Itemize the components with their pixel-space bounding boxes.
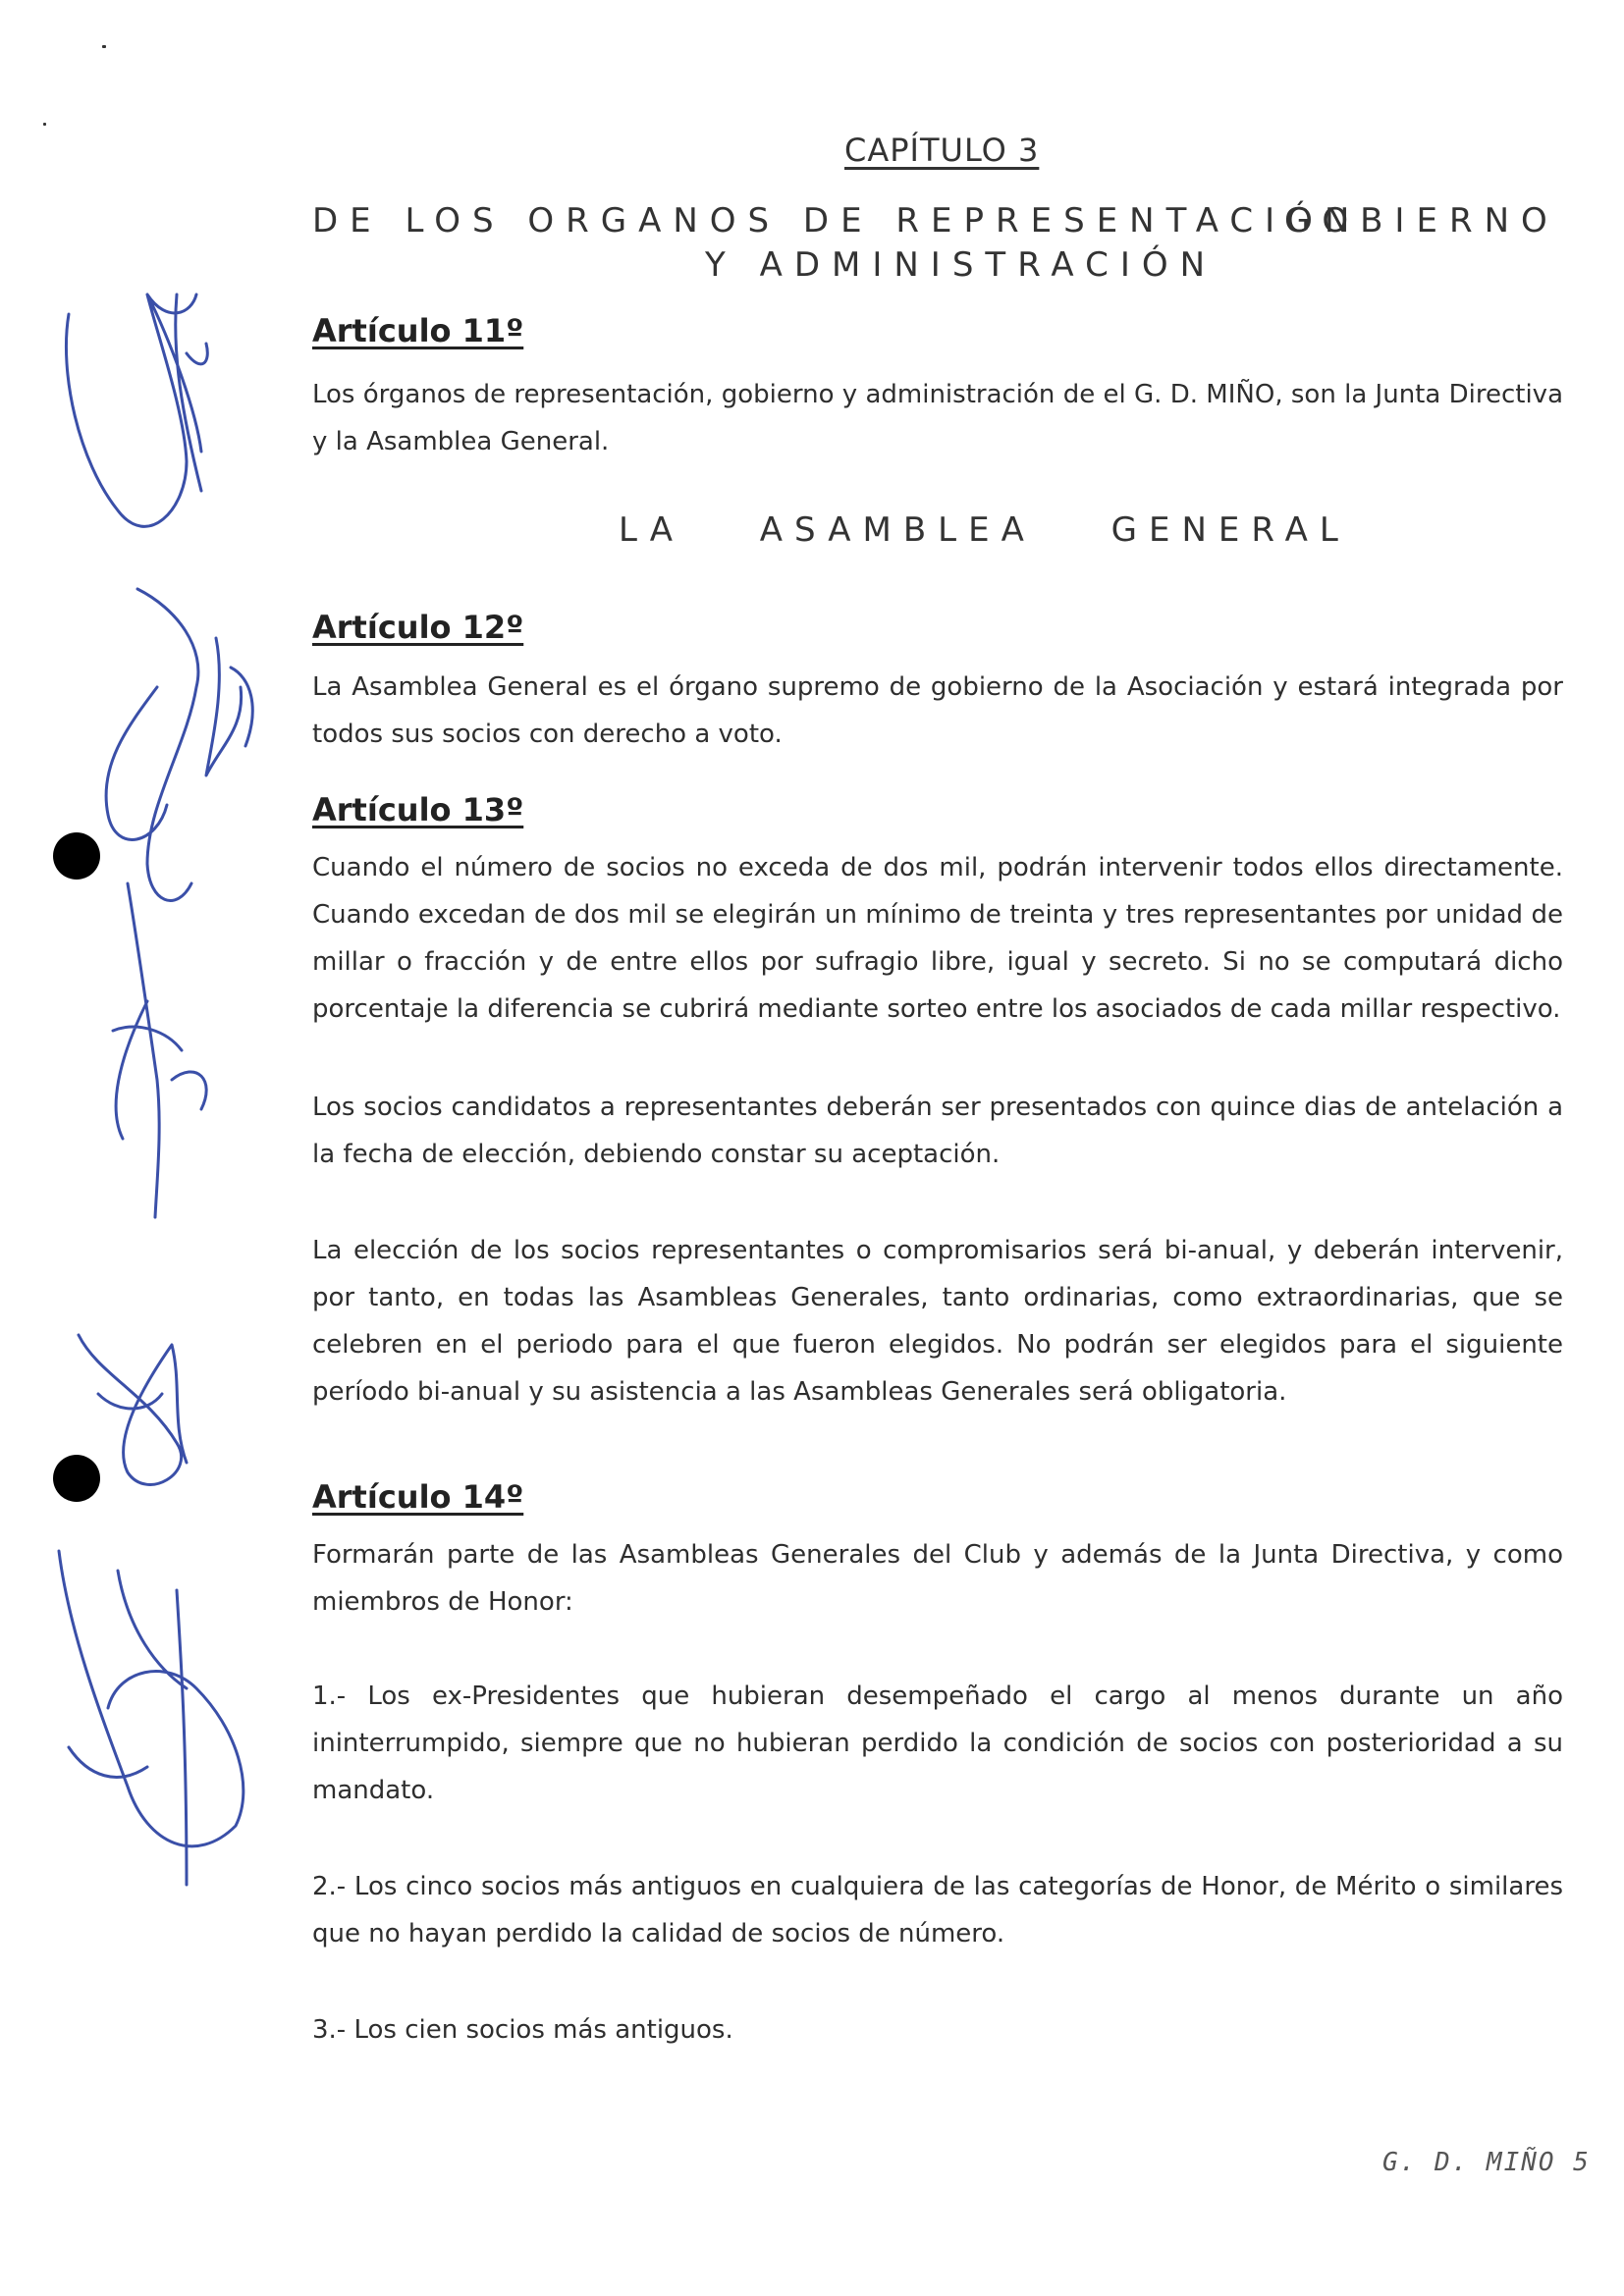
section-title: LA ASAMBLEA GENERAL (619, 510, 1350, 550)
article-14-paragraph-1: Formarán parte de las Asambleas Generales del Club y además de la Junta Directiva, y como miembros de Honor: (312, 1540, 1563, 1617)
article-14-item-2: 2.- Los cinco socios más antiguos en cualquiera de las categorías de Honor, de Mérito o similares que no hayan perdido la calidad de socios de número. (312, 1872, 1563, 1949)
chapter-title: CAPÍTULO 3 (844, 132, 1040, 169)
article-14-item-1: 1.- Los ex-Presidentes que hubieran desempeñado el cargo al menos durante un año ininterrumpido, siempre que no hubieran perdido la condición de socios con posterioridad a su mandato. (312, 1682, 1563, 1805)
heading-line-1-right: GOBIERNO (1284, 201, 1559, 240)
article-12-title: Artículo 12º (312, 609, 524, 646)
article-13-paragraph-3: La elección de los socios representantes o compromisarios será bi-anual, y deberán intervenir, por tanto, en todas las Asambleas Generales, tanto ordinarias, como extraordinarias, que se celebren en el periodo para el que fueron elegidos. No podrán ser elegidos para el siguiente período bi-anual y su asistencia a las Asambleas Generales será obligatoria. (312, 1236, 1563, 1407)
signature-5 (59, 1551, 244, 1885)
article-14-item-3: 3.- Los cien socios más antiguos. (312, 2015, 733, 2045)
article-11-title: Artículo 11º (312, 312, 524, 349)
article-13-paragraph-2: Los socios candidatos a representantes deberán ser presentados con quince dias de antelación a la fecha de elección, debiendo constar su aceptación. (312, 1093, 1563, 1169)
signature-2 (106, 589, 252, 900)
signature-1 (66, 294, 207, 526)
signature-4 (79, 1335, 187, 1484)
page-footer: G. D. MIÑO 5 (1382, 2148, 1591, 2177)
article-14-title: Artículo 14º (312, 1478, 524, 1516)
article-11-paragraph: Los órganos de representación, gobierno y administración de el G. D. MIÑO, son la Junta Directiva y la Asamblea General. (312, 380, 1563, 456)
signature-3 (113, 883, 206, 1217)
heading-line-1-left: DE LOS ORGANOS DE REPRESENTACIÓN (312, 201, 1362, 240)
margin-signatures (0, 0, 295, 2296)
article-13-title: Artículo 13º (312, 791, 524, 828)
article-12-paragraph: La Asamblea General es el órgano supremo de gobierno de la Asociación y estará integrada por todos sus socios con derecho a voto. (312, 672, 1563, 749)
heading-line-2: Y ADMINISTRACIÓN (705, 245, 1218, 285)
article-13-paragraph-1: Cuando el número de socios no exceda de dos mil, podrán intervenir todos ellos directamente. Cuando excedan de dos mil se elegirán un mínimo de treinta y tres representantes por unidad de millar o fracción y de entre ellos por sufragio libre, igual y secreto. Si no se computará dicho porcentaje la diferencia se cubrirá mediante sorteo entre los asociados de cada millar respectivo. (312, 853, 1563, 1024)
heading-line-1 (312, 201, 1559, 240)
